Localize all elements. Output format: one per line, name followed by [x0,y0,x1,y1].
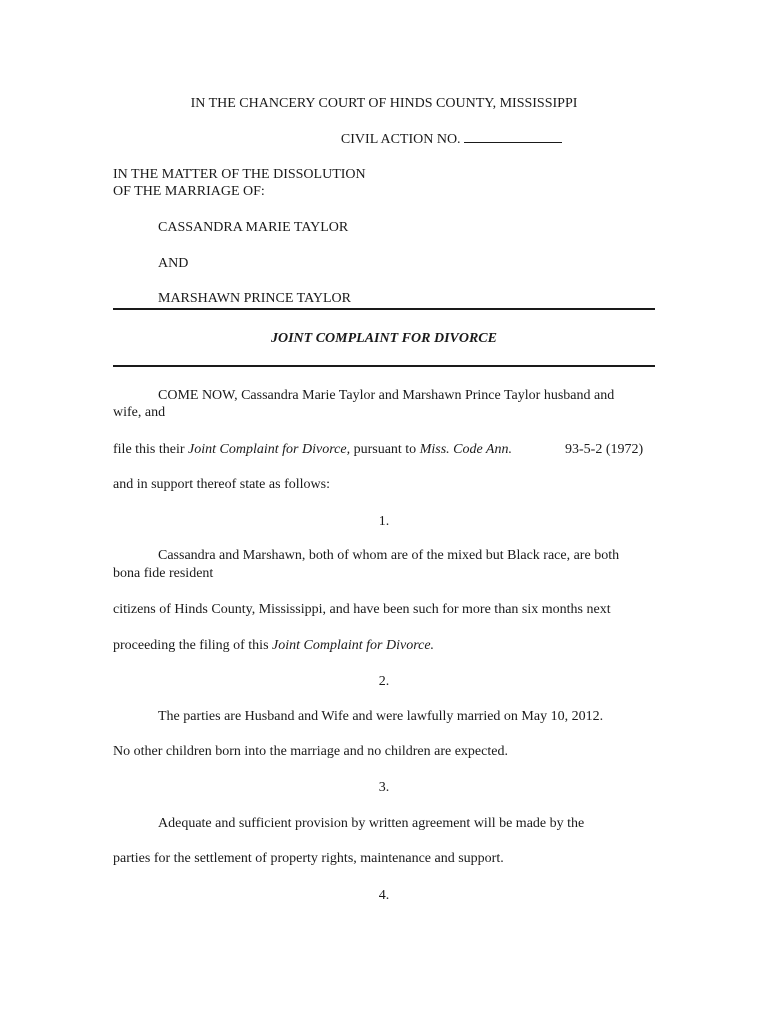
section-3-number: 3. [378,780,390,795]
civil-action-number-blank [464,130,562,143]
document-title: JOINT COMPLAINT FOR DIVORCE [271,331,497,346]
top-rule [113,308,655,310]
section-1-line-3: citizens of Hinds County, Mississippi, and have been such for more than six months next [113,602,611,617]
intro-line-2: wife, and [113,405,166,420]
section-1-line-4-pre: proceeding the filing of this [113,638,273,653]
section-2-line-2: No other children born into the marriage and no children are expected. [113,744,508,759]
code-reference: Miss. Code Ann. [419,442,512,457]
section-3-line-1: Adequate and sufficient provision by written agreement will be made by the [158,816,585,831]
intro-line-3-pre: file this their [113,442,189,457]
section-1-number: 1. [378,514,390,529]
intro-line-3-mid: pursuant to [350,442,420,457]
complaint-title-ref-2: Joint Complaint for Divorce. [272,638,435,653]
section-1-line-1: Cassandra and Marshawn, both of whom are of the mixed but Black race, are both [158,548,620,563]
civil-action-line [0,130,768,148]
matter-line-2: OF THE MARRIAGE OF: [113,184,265,199]
intro-line-3 [113,441,512,458]
intro-line-4: and in support thereof state as follows: [113,477,330,492]
matter-line-1: IN THE MATTER OF THE DISSOLUTION [113,167,366,182]
section-2-number: 2. [378,674,390,689]
civil-action-label: CIVIL ACTION NO. [340,132,461,147]
section-2-line-1: The parties are Husband and Wife and were lawfully married on May 10, 2012. [158,709,604,724]
party-conjunction: AND [158,256,189,271]
intro-line-1: COME NOW, Cassandra Marie Taylor and Marshawn Prince Taylor husband and [158,388,615,403]
section-3-line-2: parties for the settlement of property rights, maintenance and support. [113,851,504,866]
party-1-name: CASSANDRA MARIE TAYLOR [158,220,349,235]
party-2-name: MARSHAWN PRINCE TAYLOR [158,291,352,306]
code-section: 93-5-2 (1972) [565,442,644,457]
bottom-rule [113,365,655,367]
section-4-number: 4. [378,888,390,903]
section-1-line-4 [113,637,434,654]
complaint-title-ref: Joint Complaint for Divorce, [188,442,351,457]
section-1-line-2: bona fide resident [113,566,214,581]
court-heading: IN THE CHANCERY COURT OF HINDS COUNTY, MISSISSIPPI [190,96,578,111]
